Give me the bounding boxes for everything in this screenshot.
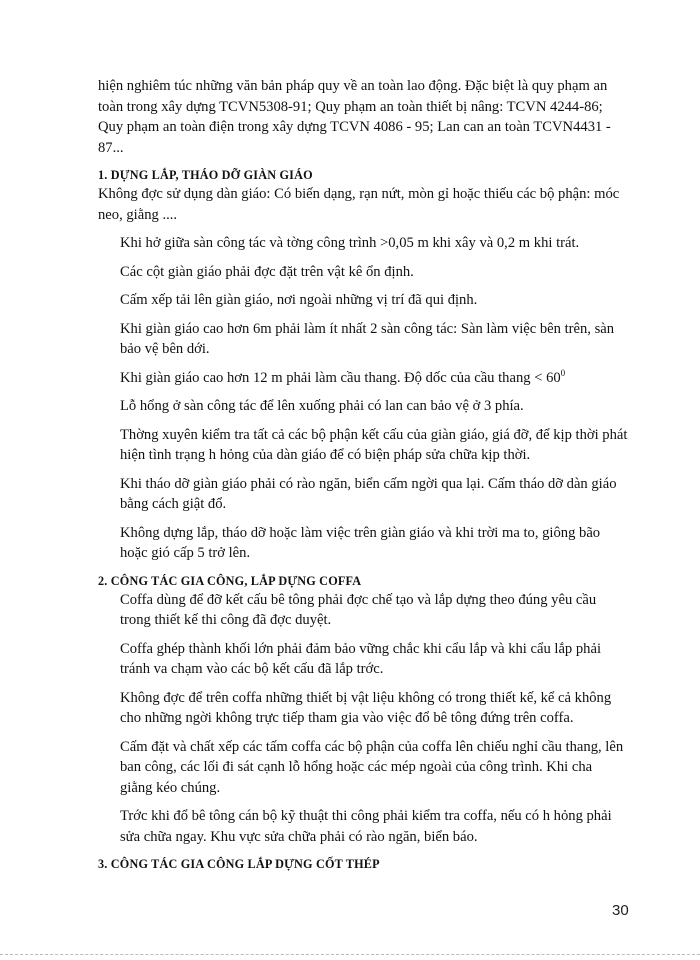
section-2-item: Coffa ghép thành khối lớn phải đảm bảo vững chắc khi cẩu lắp và khi cẩu lắp phải tránh va chạm vào các bộ kết cấu đã lắp trớc. [120,640,602,677]
section-1-lead: Không đợc sử dụng dàn giáo: Có biến dạng, rạn nứt, mòn gỉ hoặc thiếu các bộ phận: móc neo, giằng .... [98,186,620,223]
ladder-text: Khi giàn giáo cao hơn 12 m phải làm cầu thang. Độ dốc của cầu thang < 60 [120,369,561,386]
section-1-item: Không dựng lắp, tháo dỡ hoặc làm việc trên giàn giáo và khi trời ma to, giông bão hoặc gió cấp 5 trở lên. [120,524,601,561]
section-1-item: Khi hở giữa sàn công tác và tờng công trình >0,05 m khi xây và 0,2 m khi trát. [120,235,580,251]
page-content [98,76,628,873]
section-1-item: Cấm xếp tải lên giàn giáo, nơi ngoài những vị trí đã qui định. [120,292,478,308]
section-1-item: Các cột giàn giáo phải đợc đặt trên vật kê ổn định. [120,263,414,280]
section-2-item: Không đợc để trên coffa những thiết bị vật liệu không có trong thiết kế, kể cả không cho những ngời không trực tiếp tham gia vào việc đổ bê tông đứng trên coffa. [120,689,612,726]
section-2-item: Trớc khi đổ bê tông cán bộ kỹ thuật thi công phải kiểm tra coffa, nếu có h hỏng phải sửa chữa ngay. Khu vực sửa chữa phải có rào ngăn, biển báo. [120,808,612,845]
section-1-item: Khi giàn giáo cao hơn 6m phải làm ít nhất 2 sàn công tác: Sàn làm việc bên trên, sàn bảo vệ bên dới. [120,320,615,357]
section-2-item: Coffa dùng để đỡ kết cấu bê tông phải đợc chế tạo và lắp dựng theo đúng yêu cầu trong thiết kế thi công đã đợc duyệt. [120,591,597,628]
section-1-item: Thờng xuyên kiểm tra tất cả các bộ phận kết cấu của giàn giáo, giá đỡ, để kịp thời phát hiện tình trạng h hỏng của dàn giáo để có biện pháp sửa chữa kịp thời. [120,426,628,463]
page-number: 30 [612,902,629,919]
page-bottom-divider [0,954,700,955]
section-2-item: Cấm đặt và chất xếp các tấm coffa các bộ phận của coffa lên chiếu nghỉ cầu thang, lên ban công, các lối đi sát cạnh lỗ hổng hoặc các mép ngoài của công trình. Khi cha giằng kéo chúng. [120,738,624,796]
section-1-ladder-item [98,368,628,389]
intro-paragraph: hiện nghiêm túc những văn bản pháp quy về an toàn lao động. Đặc biệt là quy phạm an toàn trong xây dựng TCVN5308-91; Quy phạm an toàn thiết bị nâng: TCVN 4244-86; Quy phạm an toàn điện trong xây dựng TCVN 4086 - 95; Lan can an toàn TCVN4431 - 87... [98,78,611,156]
section-3-heading: 3. CÔNG TÁC GIA CÔNG LẮP DỰNG CỐT THÉP [98,857,380,871]
section-1-item: Lỗ hổng ở sàn công tác để lên xuống phải có lan can bảo vệ ở 3 phía. [120,398,524,414]
degree-superscript: 0 [560,367,566,378]
section-1-heading: 1. DỰNG LẮP, THÁO DỠ GIÀN GIÁO [98,168,313,182]
section-1-item: Khi tháo dỡ giàn giáo phải có rào ngăn, biển cấm ngời qua lại. Cấm tháo dỡ dàn giáo bằng cách giật đổ. [120,475,617,512]
section-2-heading: 2. CÔNG TÁC GIA CÔNG, LẮP DỰNG COFFA [98,573,362,588]
